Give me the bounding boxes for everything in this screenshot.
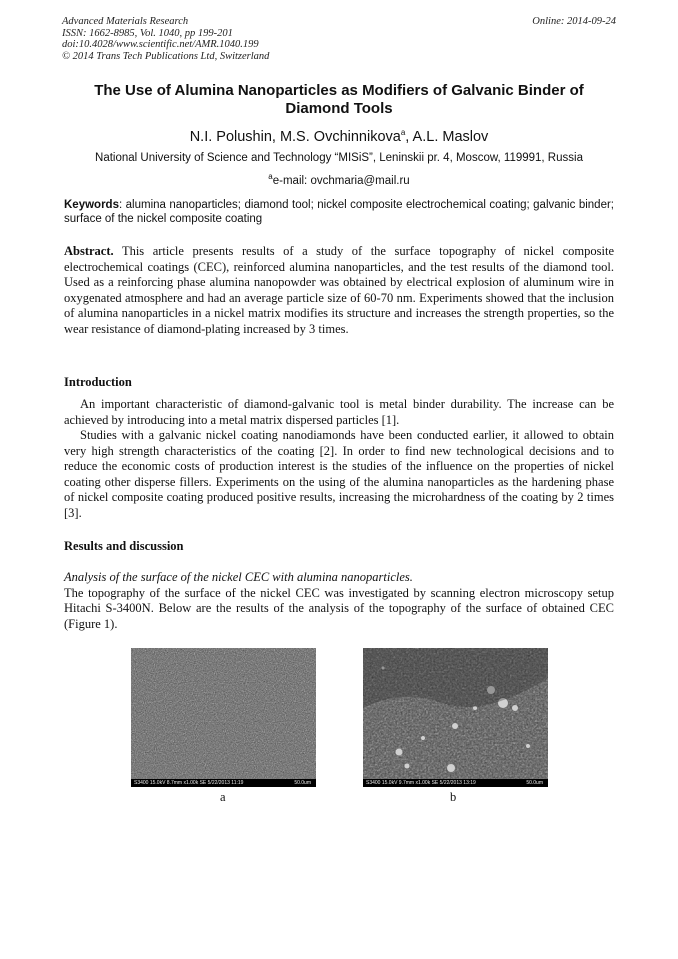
journal-copyright: © 2014 Trans Tech Publications Ltd, Switzerland: [62, 50, 270, 62]
sem-image-b: [363, 648, 548, 787]
intro-paragraph-2: Studies with a galvanic nickel coating nanodiamonds have been conducted earlier, it allowed to obtain very high strength characteristics of the coating [2]. In order to find new technological decisions and to reduce the economic costs of production interest is the studies of the influence on the properties of nickel coating other disperse fillers. Experiments on the using of the alumina nanoparticles as the hardening phase of nickel composite coating produced positive results, increasing the microhardness of the coating by 2 times [3].: [64, 428, 614, 520]
sem-info-b: S3400 15.0kV 9.7mm x1.00k SE 5/22/2013 13:19: [366, 780, 476, 786]
introduction-heading: Introduction: [64, 375, 132, 389]
figure-caption-a: a: [220, 790, 226, 804]
journal-name: Advanced Materials Research: [62, 16, 189, 27]
sem-texture-b: [363, 648, 548, 779]
results-text: The topography of the surface of the nickel CEC was investigated by scanning electron microscopy setup Hitachi S-3400N. Below are the results of the analysis of the topography of the surface of obtained CEC (Figure 1).: [64, 585, 614, 631]
email-mark: a: [268, 172, 273, 181]
keywords-text: : alumina nanoparticles; diamond tool; nickel composite electrochemical coating; galvanic binder; surface of the nickel composite coating: [64, 199, 614, 225]
sem-info-a: S3400 15.0kV 8.7mm x1.00k SE 5/22/2013 11:19: [134, 780, 244, 786]
author-list-2: , A.L. Maslov: [405, 128, 489, 145]
journal-doi: doi:10.4028/www.scientific.net/AMR.1040.199: [62, 39, 259, 50]
author-list-1: N.I. Polushin, M.S. Ovchinnikova: [189, 128, 401, 145]
email-text: e-mail: ovchmaria@mail.ru: [272, 174, 410, 187]
keywords: [64, 198, 614, 226]
paper-title: The Use of Alumina Nanoparticles as Modifiers of Galvanic Binder of Diamond Tools: [94, 82, 584, 117]
sem-info-bar-b: [363, 779, 548, 787]
sem-scale-b: 50.0um: [526, 780, 543, 786]
sem-scale-a: 50.0um: [294, 780, 311, 786]
sem-texture-a: [131, 648, 316, 779]
journal-issn: ISSN: 1662-8985, Vol. 1040, pp 199-201: [62, 27, 233, 39]
keywords-label: Keywords: [64, 199, 119, 211]
author-affil-mark: a: [400, 128, 406, 137]
introduction-body: [64, 397, 614, 521]
sem-image-a: [131, 648, 316, 787]
email-line: [62, 170, 616, 188]
authors: [62, 124, 616, 146]
journal-header: [62, 16, 616, 62]
abstract-label: Abstract.: [64, 244, 114, 258]
online-date: Online: 2014-09-24: [532, 16, 616, 27]
abstract-text: This article presents results of a study of the surface topography of nickel composite electrochemical coatings (CEC), reinforced alumina nanoparticles, and the test results of the diamond tool. Used as a reinforcing phase alumina nanopowder was obtained by electrical explosion of aluminum wire in oxygenated atmosphere and had an average particle size of 60-70 nm. Experiments showed that the inclusion of alumina nanoparticles in a nickel matrix modifies its structure and increases the strength properties, so the wear resistance of diamond-plating increased by 3 times.: [64, 244, 614, 336]
intro-paragraph-1: An important characteristic of diamond-galvanic tool is metal binder durability. The increase can be achieved by introducing into a metal matrix dispersed particles [1].: [64, 397, 614, 427]
sem-info-bar-a: [131, 779, 316, 787]
abstract: [64, 244, 614, 337]
results-heading: Results and discussion: [64, 539, 184, 553]
results-body: [64, 570, 614, 632]
affiliation: National University of Science and Technology “MISiS”, Leninskii pr. 4, Moscow, 119991, Russia: [95, 152, 583, 164]
results-subheading: Analysis of the surface of the nickel CEC with alumina nanoparticles.: [64, 570, 413, 584]
figure-caption-b: b: [450, 790, 457, 804]
